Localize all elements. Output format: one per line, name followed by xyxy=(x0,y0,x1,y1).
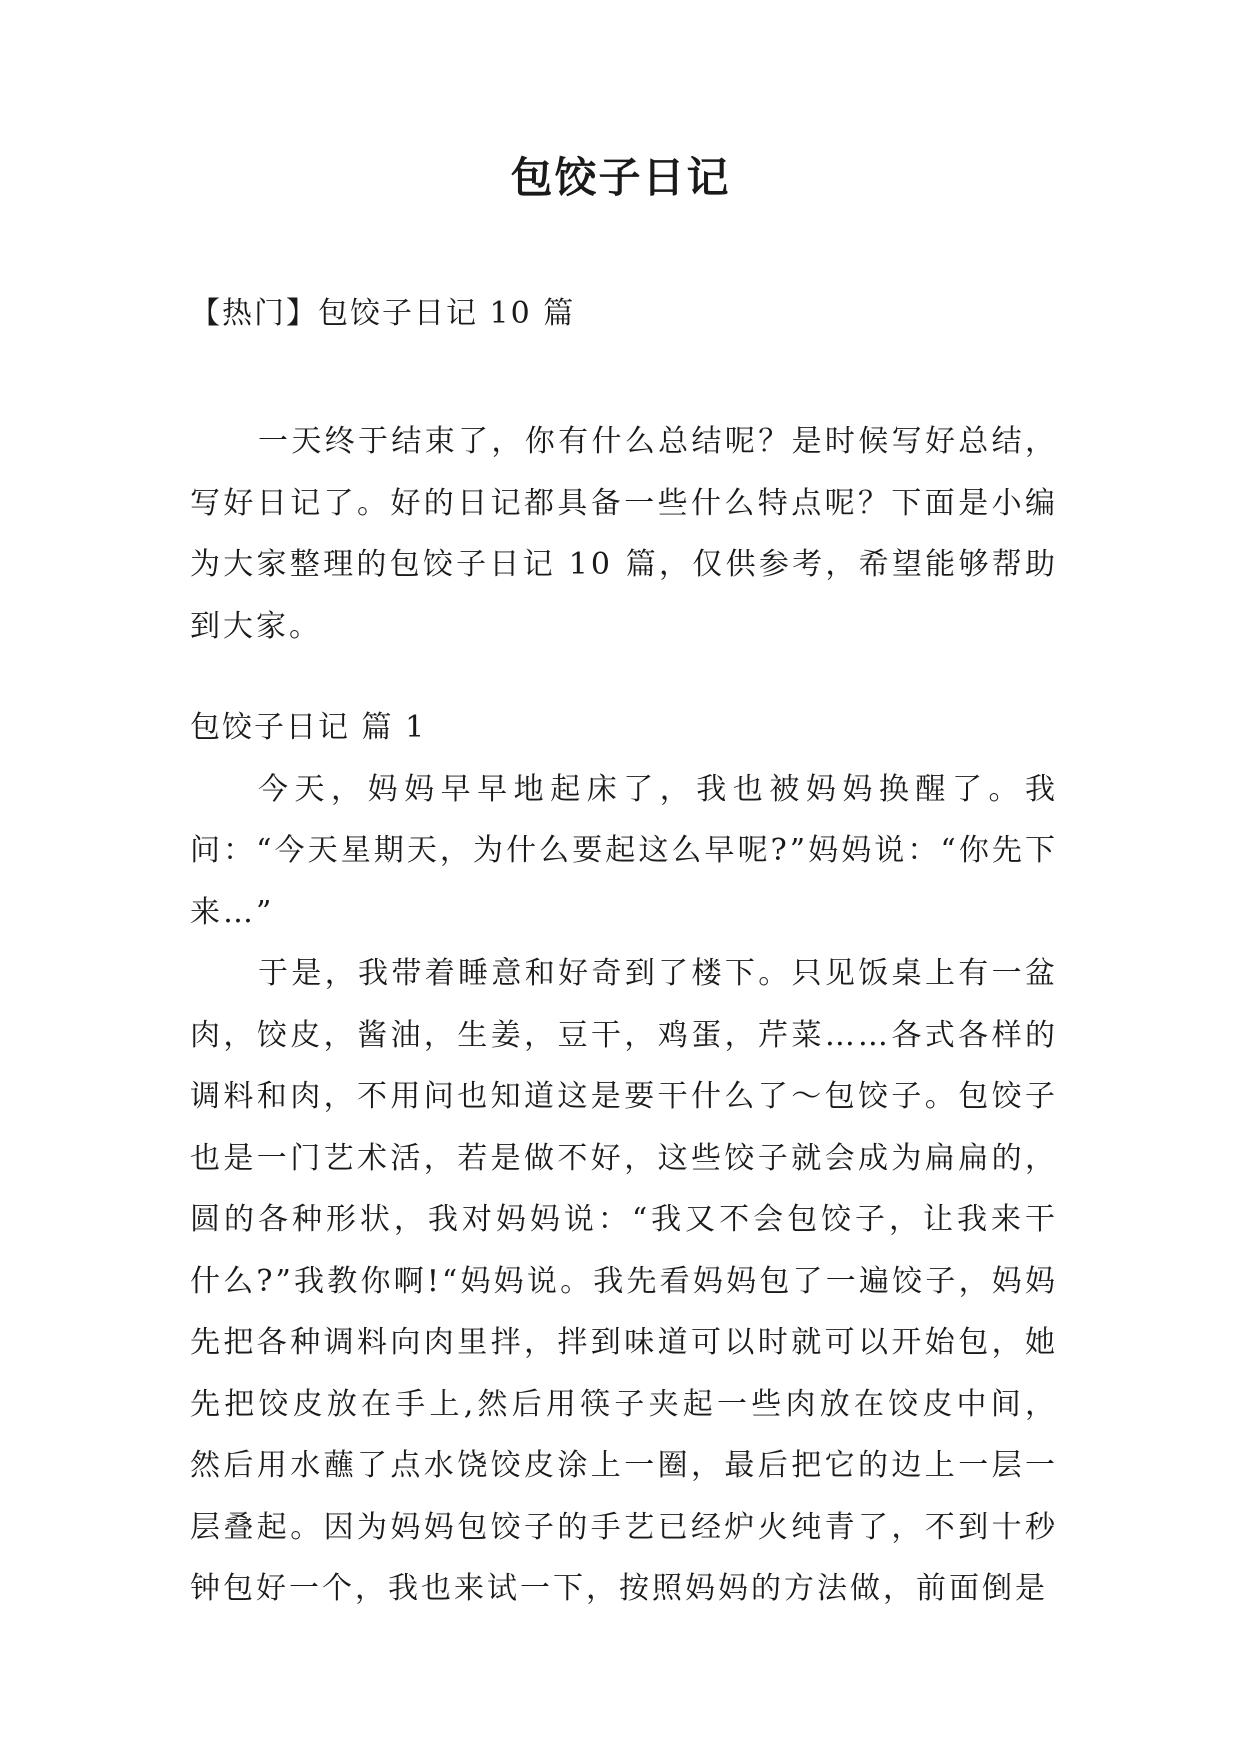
paragraph-1: 今天，妈妈早早地起床了，我也被妈妈换醒了。我问：“今天星期天，为什么要起这么早呢?”妈妈说：“你先下来…” xyxy=(190,771,1058,930)
document-subtitle: 【热门】包饺子日记 10 篇 xyxy=(190,296,576,331)
section-heading: 包饺子日记 篇 1 xyxy=(190,710,427,745)
section-1 xyxy=(190,697,1058,1620)
intro-block xyxy=(190,411,1058,657)
intro-paragraph: 一天终于结束了，你有什么总结呢？是时候写好总结，写好日记了。好的日记都具备一些什么特点呢？下面是小编为大家整理的包饺子日记 10 篇，仅供参考，希望能够帮助到大家。 xyxy=(190,424,1058,644)
document-title: 包饺子日记 xyxy=(510,153,731,202)
paragraph-2: 于是，我带着睡意和好奇到了楼下。只见饭桌上有一盆肉，饺皮，酱油，生姜，豆干，鸡蛋，芹菜……各式各样的调料和肉，不用问也知道这是要干什么了～包饺子。包饺子也是一门艺术活，若是做不好，这些饺子就会成为扁扁的，圆的各种形状，我对妈妈说：“我又不会包饺子，让我来干什么?”我教你啊!“妈妈说。我先看妈妈包了一遍饺子，妈妈先把各种调料向肉里拌，拌到味道可以时就可以开始包，她先把饺皮放在手上,然后用筷子夹起一些肉放在饺皮中间，然后用水蘸了点水饶饺皮涂上一圈，最后把它的边上一层一层叠起。因为妈妈包饺子的手艺已经炉火纯青了，不到十秒钟包好一个，我也来试一下，按照妈妈的方法做，前面倒是 xyxy=(190,956,1058,1606)
